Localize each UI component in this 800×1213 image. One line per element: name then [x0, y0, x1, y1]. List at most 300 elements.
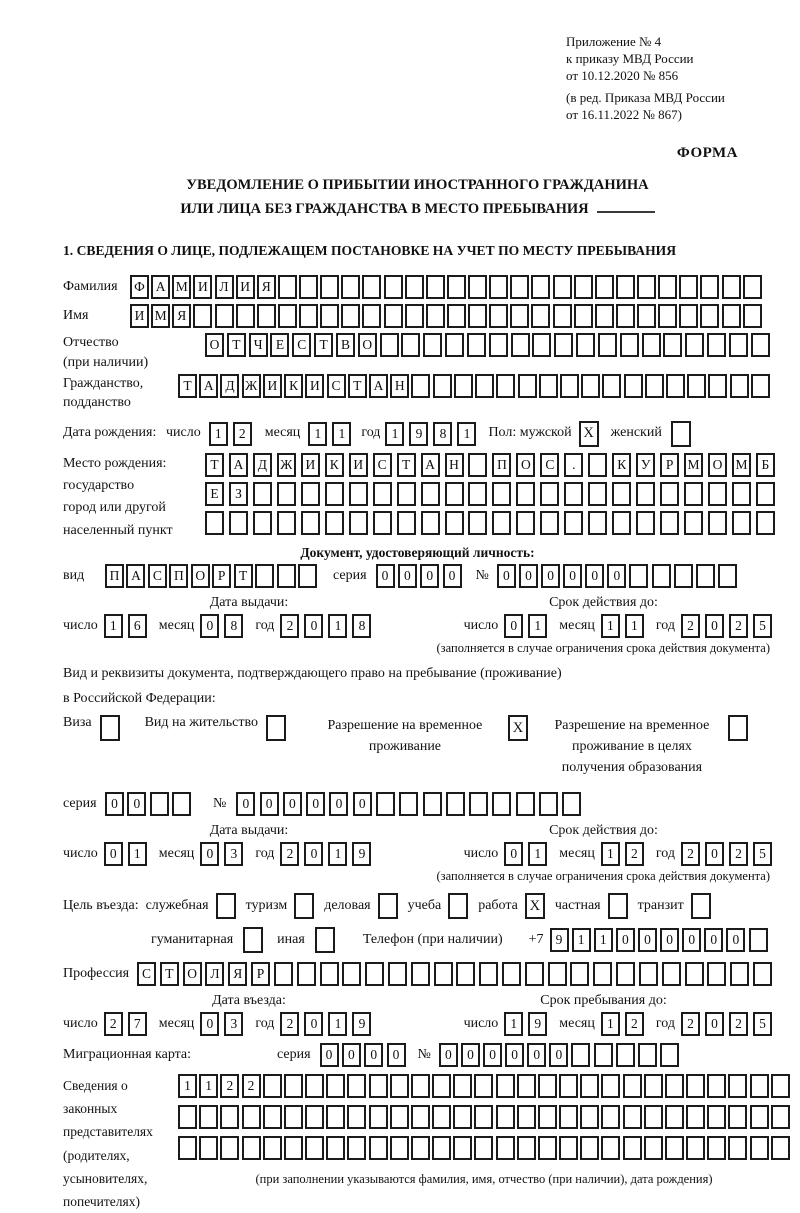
char-cell[interactable]: [426, 275, 445, 299]
char-cell[interactable]: [660, 482, 679, 506]
char-cell[interactable]: [652, 564, 671, 588]
char-cell[interactable]: [220, 1136, 239, 1160]
char-cell[interactable]: [341, 304, 360, 328]
char-cell[interactable]: [728, 1074, 747, 1098]
char-cell[interactable]: 0: [353, 792, 372, 816]
char-cell[interactable]: 2: [729, 1012, 748, 1036]
purpose-private-checkbox[interactable]: [608, 893, 628, 919]
char-cell[interactable]: З: [229, 482, 248, 506]
char-cell[interactable]: 0: [549, 1043, 568, 1067]
char-cell[interactable]: Е: [205, 482, 224, 506]
char-cell[interactable]: [554, 333, 573, 357]
char-cell[interactable]: 2: [220, 1074, 239, 1098]
char-cell[interactable]: [684, 511, 703, 535]
char-cell[interactable]: [178, 1136, 197, 1160]
char-cell[interactable]: [253, 482, 272, 506]
char-cell[interactable]: П: [492, 453, 511, 477]
representatives-boxes-3[interactable]: [178, 1136, 790, 1160]
char-cell[interactable]: [750, 1136, 769, 1160]
char-cell[interactable]: Я: [228, 962, 247, 986]
char-cell[interactable]: [347, 1074, 366, 1098]
char-cell[interactable]: [496, 374, 515, 398]
char-cell[interactable]: [708, 374, 727, 398]
char-cell[interactable]: [538, 1074, 557, 1098]
char-cell[interactable]: С: [148, 564, 167, 588]
entry-year-boxes[interactable]: [280, 1012, 371, 1036]
char-cell[interactable]: [601, 1136, 620, 1160]
char-cell[interactable]: 0: [504, 614, 523, 638]
char-cell[interactable]: [284, 1074, 303, 1098]
char-cell[interactable]: [305, 1105, 324, 1129]
doc-issue-day-boxes[interactable]: [104, 614, 147, 638]
char-cell[interactable]: [722, 304, 741, 328]
char-cell[interactable]: [624, 374, 643, 398]
char-cell[interactable]: [277, 564, 296, 588]
char-cell[interactable]: [598, 333, 617, 357]
char-cell[interactable]: 0: [387, 1043, 406, 1067]
char-cell[interactable]: П: [169, 564, 188, 588]
char-cell[interactable]: У: [636, 453, 655, 477]
char-cell[interactable]: [751, 333, 770, 357]
char-cell[interactable]: [492, 511, 511, 535]
char-cell[interactable]: [390, 1105, 409, 1129]
char-cell[interactable]: [594, 1043, 613, 1067]
char-cell[interactable]: [574, 304, 593, 328]
char-cell[interactable]: [687, 374, 706, 398]
char-cell[interactable]: [658, 304, 677, 328]
char-cell[interactable]: [518, 374, 537, 398]
char-cell[interactable]: 8: [224, 614, 243, 638]
entry-day-boxes[interactable]: [104, 1012, 147, 1036]
char-cell[interactable]: [320, 962, 339, 986]
char-cell[interactable]: [456, 962, 475, 986]
char-cell[interactable]: [278, 275, 297, 299]
char-cell[interactable]: [595, 275, 614, 299]
char-cell[interactable]: 0: [420, 564, 439, 588]
permit-expiry-year-boxes[interactable]: [681, 842, 772, 866]
char-cell[interactable]: [540, 511, 559, 535]
citizenship-boxes[interactable]: [178, 374, 770, 398]
char-cell[interactable]: 1: [504, 1012, 523, 1036]
profession-boxes[interactable]: [137, 962, 772, 986]
char-cell[interactable]: 0: [260, 792, 279, 816]
char-cell[interactable]: [489, 304, 508, 328]
char-cell[interactable]: [373, 511, 392, 535]
char-cell[interactable]: [580, 1074, 599, 1098]
char-cell[interactable]: [629, 564, 648, 588]
char-cell[interactable]: 2: [729, 614, 748, 638]
char-cell[interactable]: [369, 1074, 388, 1098]
char-cell[interactable]: [729, 333, 748, 357]
char-cell[interactable]: [623, 1074, 642, 1098]
char-cell[interactable]: [576, 333, 595, 357]
char-cell[interactable]: О: [708, 453, 727, 477]
char-cell[interactable]: [277, 482, 296, 506]
char-cell[interactable]: [326, 1105, 345, 1129]
char-cell[interactable]: 0: [104, 842, 123, 866]
char-cell[interactable]: [467, 333, 486, 357]
char-cell[interactable]: 0: [304, 1012, 323, 1036]
char-cell[interactable]: [679, 275, 698, 299]
sex-male-checkbox[interactable]: X: [579, 421, 599, 447]
char-cell[interactable]: [730, 962, 749, 986]
char-cell[interactable]: [405, 275, 424, 299]
char-cell[interactable]: [636, 511, 655, 535]
char-cell[interactable]: [753, 962, 772, 986]
char-cell[interactable]: [707, 1136, 726, 1160]
doc-expiry-day-boxes[interactable]: [504, 614, 547, 638]
birth-year-boxes[interactable]: [385, 422, 476, 446]
char-cell[interactable]: 9: [352, 842, 371, 866]
char-cell[interactable]: 0: [660, 928, 679, 952]
char-cell[interactable]: М: [151, 304, 170, 328]
char-cell[interactable]: 0: [439, 1043, 458, 1067]
doc-expiry-month-boxes[interactable]: [601, 614, 644, 638]
doc-kind-boxes[interactable]: [105, 564, 317, 588]
char-cell[interactable]: 0: [483, 1043, 502, 1067]
permit-expiry-day-boxes[interactable]: [504, 842, 547, 866]
char-cell[interactable]: [756, 482, 775, 506]
char-cell[interactable]: [347, 1136, 366, 1160]
char-cell[interactable]: [743, 304, 762, 328]
char-cell[interactable]: [496, 1074, 515, 1098]
char-cell[interactable]: [574, 275, 593, 299]
char-cell[interactable]: 0: [541, 564, 560, 588]
char-cell[interactable]: [284, 1105, 303, 1129]
char-cell[interactable]: 8: [352, 614, 371, 638]
char-cell[interactable]: [684, 482, 703, 506]
permit-number-boxes[interactable]: [236, 792, 581, 816]
permit-issue-year-boxes[interactable]: [280, 842, 371, 866]
char-cell[interactable]: [445, 511, 464, 535]
doc-issue-year-boxes[interactable]: [280, 614, 371, 638]
char-cell[interactable]: [242, 1105, 261, 1129]
char-cell[interactable]: 0: [283, 792, 302, 816]
char-cell[interactable]: [474, 1074, 493, 1098]
char-cell[interactable]: 0: [638, 928, 657, 952]
char-cell[interactable]: К: [325, 453, 344, 477]
char-cell[interactable]: [432, 1105, 451, 1129]
char-cell[interactable]: [538, 1105, 557, 1129]
char-cell[interactable]: 0: [616, 928, 635, 952]
char-cell[interactable]: [349, 511, 368, 535]
char-cell[interactable]: [502, 962, 521, 986]
char-cell[interactable]: [388, 962, 407, 986]
char-cell[interactable]: Ж: [242, 374, 261, 398]
char-cell[interactable]: И: [193, 275, 212, 299]
char-cell[interactable]: [616, 1043, 635, 1067]
char-cell[interactable]: [423, 333, 442, 357]
char-cell[interactable]: 1: [594, 928, 613, 952]
char-cell[interactable]: [708, 482, 727, 506]
migration-series-boxes[interactable]: [320, 1043, 406, 1067]
char-cell[interactable]: [468, 453, 487, 477]
char-cell[interactable]: [707, 1105, 726, 1129]
char-cell[interactable]: [325, 511, 344, 535]
char-cell[interactable]: [718, 564, 737, 588]
char-cell[interactable]: 1: [457, 422, 476, 446]
char-cell[interactable]: [263, 1105, 282, 1129]
char-cell[interactable]: [666, 374, 685, 398]
char-cell[interactable]: 1: [385, 422, 404, 446]
char-cell[interactable]: 0: [304, 614, 323, 638]
doc-number-boxes[interactable]: [497, 564, 737, 588]
representatives-boxes-1[interactable]: [178, 1074, 790, 1098]
char-cell[interactable]: [642, 333, 661, 357]
purpose-business-checkbox[interactable]: [216, 893, 236, 919]
char-cell[interactable]: [397, 511, 416, 535]
char-cell[interactable]: 2: [681, 1012, 700, 1036]
char-cell[interactable]: 2: [729, 842, 748, 866]
char-cell[interactable]: 0: [236, 792, 255, 816]
char-cell[interactable]: 1: [308, 422, 327, 446]
char-cell[interactable]: [274, 962, 293, 986]
char-cell[interactable]: Р: [212, 564, 231, 588]
char-cell[interactable]: В: [336, 333, 355, 357]
char-cell[interactable]: [299, 304, 318, 328]
char-cell[interactable]: С: [292, 333, 311, 357]
char-cell[interactable]: [489, 333, 508, 357]
char-cell[interactable]: [593, 962, 612, 986]
char-cell[interactable]: [362, 304, 381, 328]
char-cell[interactable]: [559, 1105, 578, 1129]
char-cell[interactable]: [257, 304, 276, 328]
char-cell[interactable]: [732, 482, 751, 506]
char-cell[interactable]: [342, 962, 361, 986]
char-cell[interactable]: [172, 792, 191, 816]
char-cell[interactable]: 1: [625, 614, 644, 638]
char-cell[interactable]: [326, 1136, 345, 1160]
char-cell[interactable]: О: [183, 962, 202, 986]
char-cell[interactable]: [468, 482, 487, 506]
permit-issue-month-boxes[interactable]: [200, 842, 243, 866]
char-cell[interactable]: 1: [332, 422, 351, 446]
char-cell[interactable]: [178, 1105, 197, 1129]
char-cell[interactable]: О: [358, 333, 377, 357]
char-cell[interactable]: [685, 333, 704, 357]
char-cell[interactable]: [253, 511, 272, 535]
char-cell[interactable]: [376, 792, 395, 816]
char-cell[interactable]: М: [172, 275, 191, 299]
char-cell[interactable]: [433, 374, 452, 398]
char-cell[interactable]: [539, 374, 558, 398]
char-cell[interactable]: 1: [209, 422, 228, 446]
char-cell[interactable]: И: [130, 304, 149, 328]
char-cell[interactable]: И: [236, 275, 255, 299]
char-cell[interactable]: [325, 482, 344, 506]
char-cell[interactable]: [229, 511, 248, 535]
char-cell[interactable]: [700, 304, 719, 328]
char-cell[interactable]: С: [137, 962, 156, 986]
char-cell[interactable]: [299, 275, 318, 299]
char-cell[interactable]: 0: [497, 564, 516, 588]
char-cell[interactable]: [474, 1105, 493, 1129]
char-cell[interactable]: 0: [398, 564, 417, 588]
sex-female-checkbox[interactable]: [671, 421, 691, 447]
char-cell[interactable]: [479, 962, 498, 986]
char-cell[interactable]: 1: [601, 614, 620, 638]
char-cell[interactable]: 1: [328, 842, 347, 866]
permit-issue-day-boxes[interactable]: [104, 842, 147, 866]
char-cell[interactable]: [411, 1074, 430, 1098]
char-cell[interactable]: 5: [753, 842, 772, 866]
char-cell[interactable]: Н: [445, 453, 464, 477]
char-cell[interactable]: [553, 275, 572, 299]
char-cell[interactable]: Д: [220, 374, 239, 398]
char-cell[interactable]: [531, 304, 550, 328]
char-cell[interactable]: 2: [233, 422, 252, 446]
char-cell[interactable]: [548, 962, 567, 986]
char-cell[interactable]: [639, 962, 658, 986]
birth-place-boxes-1[interactable]: [205, 453, 775, 477]
char-cell[interactable]: 0: [127, 792, 146, 816]
char-cell[interactable]: Т: [160, 962, 179, 986]
char-cell[interactable]: [539, 792, 558, 816]
char-cell[interactable]: [492, 792, 511, 816]
char-cell[interactable]: [580, 1105, 599, 1129]
char-cell[interactable]: 1: [104, 614, 123, 638]
char-cell[interactable]: 2: [625, 842, 644, 866]
char-cell[interactable]: [708, 511, 727, 535]
char-cell[interactable]: Е: [270, 333, 289, 357]
char-cell[interactable]: [601, 1074, 620, 1098]
char-cell[interactable]: О: [191, 564, 210, 588]
char-cell[interactable]: [453, 1074, 472, 1098]
char-cell[interactable]: [540, 482, 559, 506]
char-cell[interactable]: [660, 511, 679, 535]
purpose-transit-checkbox[interactable]: [691, 893, 711, 919]
char-cell[interactable]: [616, 962, 635, 986]
char-cell[interactable]: П: [105, 564, 124, 588]
char-cell[interactable]: 0: [200, 1012, 219, 1036]
char-cell[interactable]: 2: [280, 614, 299, 638]
purpose-other-checkbox[interactable]: [315, 927, 335, 953]
char-cell[interactable]: И: [301, 453, 320, 477]
char-cell[interactable]: А: [369, 374, 388, 398]
char-cell[interactable]: [553, 304, 572, 328]
char-cell[interactable]: Л: [215, 275, 234, 299]
char-cell[interactable]: 0: [519, 564, 538, 588]
char-cell[interactable]: [298, 564, 317, 588]
doc-expiry-year-boxes[interactable]: [681, 614, 772, 638]
char-cell[interactable]: [623, 1105, 642, 1129]
char-cell[interactable]: [728, 1136, 747, 1160]
char-cell[interactable]: 0: [320, 1043, 339, 1067]
char-cell[interactable]: [637, 304, 656, 328]
char-cell[interactable]: Р: [660, 453, 679, 477]
char-cell[interactable]: Я: [172, 304, 191, 328]
char-cell[interactable]: 0: [105, 792, 124, 816]
char-cell[interactable]: [771, 1105, 790, 1129]
char-cell[interactable]: [750, 1105, 769, 1129]
char-cell[interactable]: [411, 962, 430, 986]
char-cell[interactable]: [564, 511, 583, 535]
char-cell[interactable]: [685, 962, 704, 986]
char-cell[interactable]: [696, 564, 715, 588]
char-cell[interactable]: [297, 962, 316, 986]
char-cell[interactable]: 0: [527, 1043, 546, 1067]
char-cell[interactable]: 1: [601, 1012, 620, 1036]
char-cell[interactable]: 2: [280, 842, 299, 866]
char-cell[interactable]: [674, 564, 693, 588]
char-cell[interactable]: 0: [364, 1043, 383, 1067]
char-cell[interactable]: 0: [342, 1043, 361, 1067]
char-cell[interactable]: 3: [224, 842, 243, 866]
char-cell[interactable]: Л: [205, 962, 224, 986]
char-cell[interactable]: [644, 1105, 663, 1129]
entry-month-boxes[interactable]: [200, 1012, 243, 1036]
migration-number-boxes[interactable]: [439, 1043, 679, 1067]
char-cell[interactable]: Н: [390, 374, 409, 398]
char-cell[interactable]: 9: [528, 1012, 547, 1036]
purpose-humanitarian-checkbox[interactable]: [243, 927, 263, 953]
char-cell[interactable]: [751, 374, 770, 398]
birth-place-boxes-2[interactable]: [205, 482, 775, 506]
char-cell[interactable]: С: [327, 374, 346, 398]
char-cell[interactable]: [397, 482, 416, 506]
char-cell[interactable]: [756, 511, 775, 535]
char-cell[interactable]: [588, 482, 607, 506]
char-cell[interactable]: 2: [625, 1012, 644, 1036]
char-cell[interactable]: [421, 511, 440, 535]
char-cell[interactable]: 2: [681, 614, 700, 638]
char-cell[interactable]: 0: [376, 564, 395, 588]
char-cell[interactable]: [242, 1136, 261, 1160]
char-cell[interactable]: [347, 1105, 366, 1129]
char-cell[interactable]: 0: [682, 928, 701, 952]
birth-day-boxes[interactable]: [209, 422, 252, 446]
char-cell[interactable]: [588, 511, 607, 535]
char-cell[interactable]: [320, 304, 339, 328]
char-cell[interactable]: [426, 304, 445, 328]
char-cell[interactable]: [707, 1074, 726, 1098]
char-cell[interactable]: А: [229, 453, 248, 477]
char-cell[interactable]: [369, 1105, 388, 1129]
char-cell[interactable]: 0: [200, 842, 219, 866]
char-cell[interactable]: [620, 333, 639, 357]
char-cell[interactable]: Т: [314, 333, 333, 357]
stay-year-boxes[interactable]: [681, 1012, 772, 1036]
char-cell[interactable]: 0: [505, 1043, 524, 1067]
char-cell[interactable]: [362, 275, 381, 299]
char-cell[interactable]: Ч: [249, 333, 268, 357]
char-cell[interactable]: [559, 1136, 578, 1160]
char-cell[interactable]: М: [684, 453, 703, 477]
char-cell[interactable]: [380, 333, 399, 357]
char-cell[interactable]: [700, 275, 719, 299]
char-cell[interactable]: [564, 482, 583, 506]
char-cell[interactable]: [220, 1105, 239, 1129]
char-cell[interactable]: [581, 374, 600, 398]
char-cell[interactable]: А: [151, 275, 170, 299]
char-cell[interactable]: 0: [563, 564, 582, 588]
char-cell[interactable]: С: [540, 453, 559, 477]
char-cell[interactable]: [771, 1074, 790, 1098]
char-cell[interactable]: [305, 1074, 324, 1098]
char-cell[interactable]: [474, 1136, 493, 1160]
char-cell[interactable]: [743, 275, 762, 299]
char-cell[interactable]: Т: [227, 333, 246, 357]
char-cell[interactable]: Т: [397, 453, 416, 477]
char-cell[interactable]: 5: [753, 1012, 772, 1036]
char-cell[interactable]: [525, 962, 544, 986]
char-cell[interactable]: 5: [753, 614, 772, 638]
char-cell[interactable]: [510, 304, 529, 328]
char-cell[interactable]: К: [612, 453, 631, 477]
char-cell[interactable]: [637, 275, 656, 299]
char-cell[interactable]: [679, 304, 698, 328]
char-cell[interactable]: [199, 1136, 218, 1160]
